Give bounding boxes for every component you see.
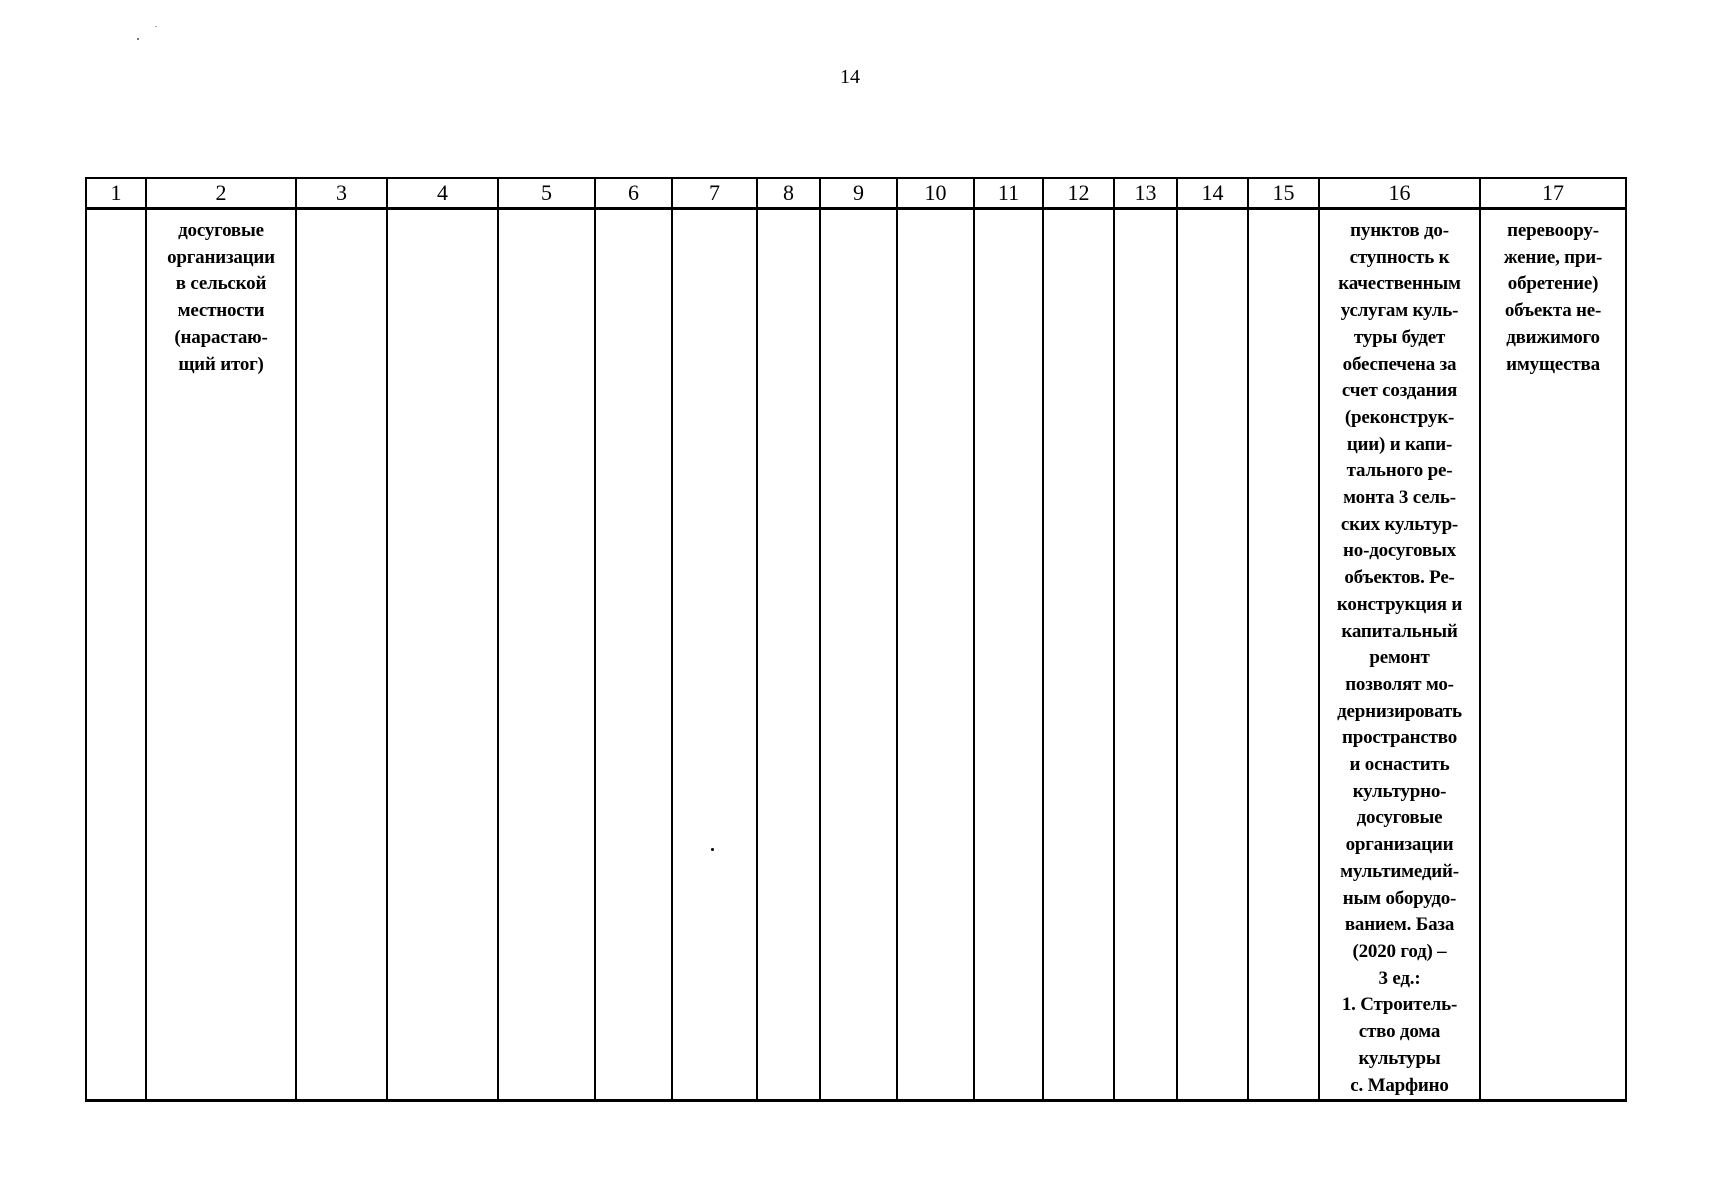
scan-speck (137, 38, 139, 40)
text-line: ванием. База (1344, 914, 1455, 936)
column-header-4: 4 (387, 178, 498, 209)
column-header-7: 7 (672, 178, 757, 209)
text-line: туры будет (1353, 326, 1446, 348)
text-line: обретение) (1507, 273, 1599, 295)
cell-col-17 (1480, 209, 1626, 1101)
scan-speck (155, 26, 157, 27)
cell-col-8 (757, 209, 820, 1101)
text-line: щий итог) (178, 353, 264, 375)
cell-col-5 (498, 209, 595, 1101)
text-line: ремонт (1369, 647, 1430, 669)
text-line: пунктов до- (1350, 220, 1449, 241)
column-header-2: 2 (146, 178, 296, 209)
table-row (86, 209, 1626, 1101)
text-line: обеспечена за (1342, 353, 1457, 375)
text-line: движимого (1506, 326, 1600, 348)
text-line: конструкция и (1336, 593, 1463, 615)
text-line: пространство (1341, 727, 1458, 749)
cell-col-7 (672, 209, 757, 1101)
scan-dot (711, 848, 714, 851)
column-header-10: 10 (897, 178, 974, 209)
text-line: объектов. Ре- (1344, 567, 1455, 589)
column-header-15: 15 (1248, 178, 1319, 209)
text-line: счет создания (1341, 380, 1458, 402)
cell-col-11 (974, 209, 1043, 1101)
text-line: ным оборудо- (1342, 887, 1457, 909)
text-line: досуговые (1356, 807, 1443, 829)
text-line: перевоору- (1507, 220, 1599, 241)
text-line: позволят мо- (1345, 673, 1454, 695)
text-line: (2020 год) – (1352, 940, 1447, 962)
cell-col-9 (820, 209, 897, 1101)
text-line: монта 3 сель- (1343, 487, 1456, 509)
text-line: культуры (1358, 1047, 1441, 1069)
text-line: досуговые (178, 220, 264, 241)
text-line: (нарастаю- (174, 326, 268, 348)
text-line: дернизировать (1337, 700, 1462, 722)
text-line: (реконструк- (1344, 406, 1455, 428)
text-line: капитальный (1341, 620, 1458, 642)
column-header-17: 17 (1480, 178, 1626, 209)
column-header-12: 12 (1043, 178, 1114, 209)
cell-col-2 (146, 209, 296, 1101)
text-line: жение, при- (1503, 246, 1603, 268)
text-line: и оснастить (1349, 754, 1450, 776)
column-header-8: 8 (757, 178, 820, 209)
text-line: культурно- (1352, 780, 1447, 802)
column-number-row (86, 178, 1626, 209)
cell-col-16 (1319, 209, 1480, 1101)
text-line: услугам куль- (1340, 300, 1459, 322)
cell-text (1481, 210, 1625, 378)
text-line: ских культур- (1340, 513, 1459, 535)
column-header-3: 3 (296, 178, 387, 209)
text-line: организации (167, 246, 275, 268)
page-number: 14 (840, 66, 860, 88)
cell-col-15 (1248, 209, 1319, 1101)
text-line: в сельской (175, 273, 267, 295)
text-line: мультимедий- (1340, 860, 1459, 882)
text-line: организации (1345, 834, 1454, 856)
column-header-1: 1 (86, 178, 146, 209)
cell-col-13 (1114, 209, 1177, 1101)
text-line: объекта не- (1504, 300, 1602, 322)
text-line: с. Марфино (1350, 1074, 1449, 1096)
text-line: качественным (1338, 273, 1461, 295)
text-line: 1. Строитель- (1341, 994, 1458, 1016)
column-header-11: 11 (974, 178, 1043, 209)
column-header-5: 5 (498, 178, 595, 209)
text-line: имущества (1506, 353, 1600, 375)
text-line: ции) и капи- (1346, 433, 1453, 455)
cell-col-6 (595, 209, 672, 1101)
column-header-6: 6 (595, 178, 672, 209)
data-table (85, 177, 1627, 1102)
cell-col-1 (86, 209, 146, 1101)
cell-col-12 (1043, 209, 1114, 1101)
column-header-13: 13 (1114, 178, 1177, 209)
text-line: 3 ед.: (1378, 967, 1421, 989)
column-header-9: 9 (820, 178, 897, 209)
cell-col-14 (1177, 209, 1248, 1101)
column-header-14: 14 (1177, 178, 1248, 209)
text-line: ступность к (1349, 246, 1450, 268)
cell-text (147, 210, 295, 378)
cell-col-10 (897, 209, 974, 1101)
text-line: тального ре- (1346, 460, 1453, 482)
cell-text (1320, 210, 1479, 1099)
text-line: но-досуговых (1343, 540, 1456, 562)
text-line: местности (177, 300, 265, 322)
cell-col-4 (387, 209, 498, 1101)
cell-col-3 (296, 209, 387, 1101)
text-line: ство дома (1358, 1021, 1441, 1043)
column-header-16: 16 (1319, 178, 1480, 209)
